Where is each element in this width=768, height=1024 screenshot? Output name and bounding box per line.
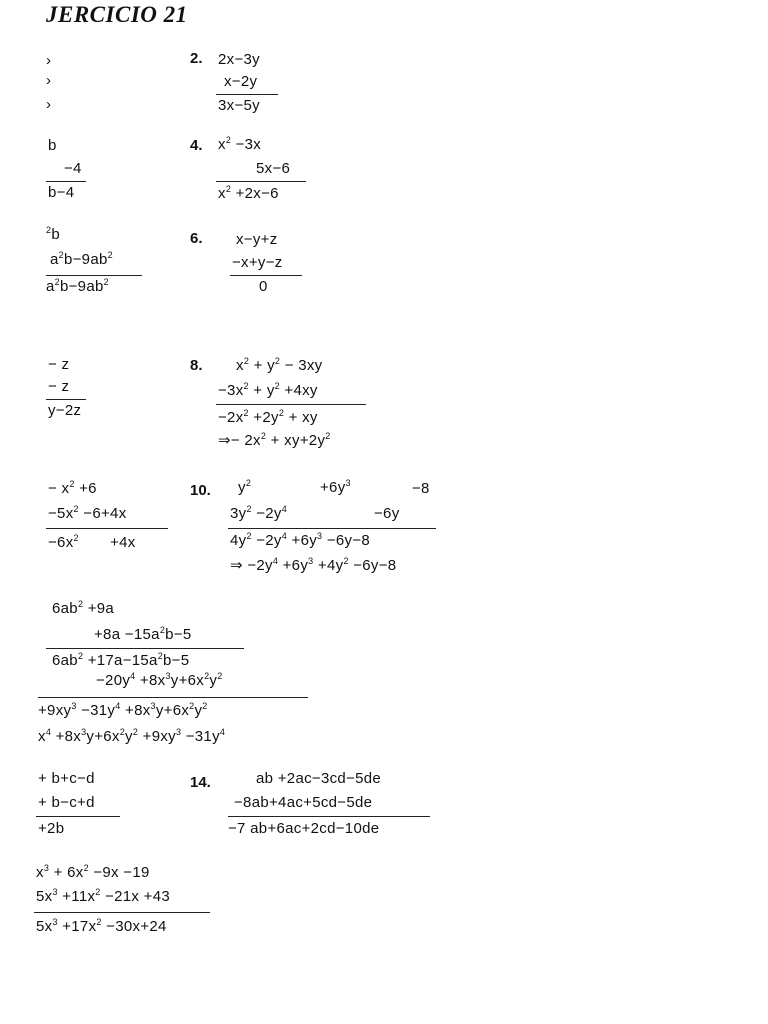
- p7-line-2: − z: [48, 378, 70, 395]
- p5-sum-rule: [46, 275, 142, 276]
- p9-line-2: $-5x^2 -6+4x$: [48, 504, 127, 522]
- p5-result: $a^2b-9ab^2$: [46, 277, 109, 295]
- p3-line-2: −4: [64, 160, 82, 177]
- p8-line-2: $-3x^2 + y^2 +4xy$: [218, 381, 318, 399]
- p4-sum-rule: [216, 181, 306, 182]
- p8-line-1: $x^2 + y^2 - 3xy$: [236, 356, 323, 374]
- p15-line-2: $5x^3 +11x^2 -21x +43$: [36, 887, 171, 905]
- p14-line-2: −8ab+4ac+5cd−5de: [234, 794, 373, 811]
- p9-result: $-6x^2$ +4x: [48, 533, 136, 551]
- p12-sum-rule: [38, 697, 308, 698]
- p15-sum-rule: [34, 912, 210, 913]
- p11-line-1: $6ab^2 +9a$: [52, 599, 115, 617]
- page-title: JERCICIO 21: [46, 2, 188, 27]
- p9-line-1: − $x^2 +6$: [48, 479, 97, 497]
- p7-result: y−2z: [48, 402, 82, 419]
- p2-number: 2.: [190, 50, 203, 67]
- p8-result: $-2x^2 +2y^2$ + xy: [218, 408, 318, 426]
- p6-line-2: −x+y−z: [232, 254, 283, 271]
- p5-line-1: $^2$b: [46, 225, 60, 243]
- p10-number: 10.: [190, 482, 211, 499]
- p10-line-2a: $3y^2 -2y^4$: [230, 504, 288, 522]
- p4-line-1: $x^2 -3x$: [218, 135, 262, 153]
- p1-line-3: ›: [46, 96, 52, 113]
- p11-result: $6ab^2 +17a-15a^2b-5$: [52, 651, 190, 669]
- p11-line-2: $+8a -15a^2b-5$: [94, 625, 192, 643]
- p1-line-1: ›: [46, 52, 52, 69]
- p8-sum-rule: [216, 404, 366, 405]
- p11-sum-rule: [46, 648, 244, 649]
- p10-sum-rule: [228, 528, 436, 529]
- p3-result: b−4: [48, 184, 75, 201]
- p15-result: $5x^3 +17x^2 -30x+24$: [36, 917, 167, 935]
- p2-sum-rule: [216, 94, 278, 95]
- p6-line-1: x−y+z: [236, 231, 278, 248]
- p10-line-1b: $+6y^3$: [320, 478, 351, 496]
- p9-sum-rule: [46, 528, 168, 529]
- p14-number: 14.: [190, 774, 211, 791]
- p6-result: 0: [259, 278, 268, 295]
- p4-result: $x^2 +2x-6$: [218, 184, 279, 202]
- p14-result: −7 ab+6ac+2cd−10de: [228, 820, 380, 837]
- p15-line-1: $x^3 + 6x^2 -9x -19$: [36, 863, 150, 881]
- p13-line-2: + b−c+d: [38, 794, 95, 811]
- p10-result: $4y^2 -2y^4 +6y^3 -6y-8$: [230, 531, 371, 549]
- p13-sum-rule: [36, 816, 120, 817]
- p8-simplified: ⇒− $2x^2 + xy+2y^2$: [218, 431, 331, 449]
- p1-line-2: ›: [46, 72, 52, 89]
- p12-line-1: $-20y^4 +8x^3y+6x^2y^2$: [96, 671, 223, 689]
- p10-line-2b: −6y: [374, 505, 400, 522]
- p4-line-2: 5x−6: [256, 160, 291, 177]
- p7-line-1: − z: [48, 356, 70, 373]
- p2-result: 3x−5y: [218, 97, 260, 114]
- p13-line-1: + b+c−d: [38, 770, 95, 787]
- p5-line-2: $a^2b-9ab^2$: [50, 250, 113, 268]
- p2-line-2: x−2y: [224, 73, 258, 90]
- p8-number: 8.: [190, 357, 203, 374]
- p14-line-1: ab +2ac−3cd−5de: [256, 770, 382, 787]
- p12-simplified: $x^4 +8x^3y+6x^2y^2 +9xy^3 -31y^4$: [38, 727, 226, 745]
- p3-sum-rule: [46, 181, 86, 182]
- p12-result: $+9xy^3 -31y^4 +8x^3y+6x^2y^2$: [38, 701, 208, 719]
- p6-sum-rule: [230, 275, 302, 276]
- p10-line-1a: $y^2$: [238, 478, 252, 496]
- p3-line-1: b: [48, 137, 57, 154]
- p13-result: +2b: [38, 820, 65, 837]
- p10-line-1c: −8: [412, 480, 430, 497]
- p6-number: 6.: [190, 230, 203, 247]
- p10-simplified: ⇒ $-2y^4 +6y^3 +4y^2 -6y-8$: [230, 556, 397, 574]
- p2-line-1: 2x−3y: [218, 51, 260, 68]
- p4-number: 4.: [190, 137, 203, 154]
- p14-sum-rule: [228, 816, 430, 817]
- p7-sum-rule: [46, 399, 86, 400]
- p14-block: [186, 760, 430, 840]
